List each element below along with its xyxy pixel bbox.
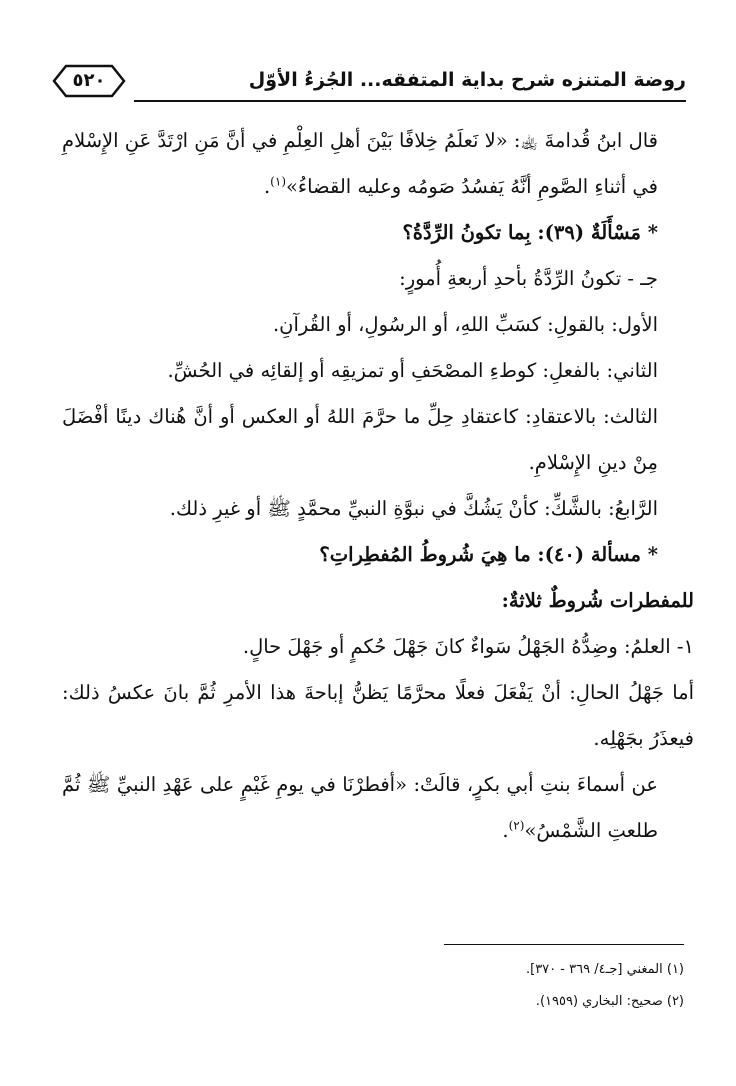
apostasy-by-speech: الأول: بالقولِ: كسَبِّ اللهِ، أو الرسُولِ، أو القُرآنِ. — [272, 313, 658, 336]
page-number: ٥٢٠ — [72, 70, 106, 91]
footnote-1: (١) المغني [جـ٤/ ٣٦٩ - ٣٧٠]. — [525, 962, 684, 977]
paragraph-asma-hadith — [62, 762, 694, 854]
footnote-marker: (١) — [270, 174, 286, 189]
paragraph-tail: . — [263, 175, 271, 198]
footnotes — [280, 954, 684, 1018]
paragraph-text: قال ابنُ قُدامةَ ﵀: «لا نَعلَمُ خِلافًا بَيْنَ أهلِ العِلْمِ في أنَّ مَنِ ارْتَدَّ عَنِ الإِسْلامِ في أثناءِ الصَّومِ أنَّهُ يَفسُدُ صَومُه وعليه القضاءُ» — [62, 129, 658, 198]
page-number-badge — [52, 64, 126, 98]
ignorance-of-state: أما جَهْلُ الحالِ: أنْ يَفْعَلَ فعلًا محرَّمًا يَظنُّ إباحةَ هذا الأمرِ ثُمَّ بانَ عكسُ ذلك: فيعذَرُ بجَهْلِه. — [62, 681, 694, 750]
running-title: روضة المتنزه شرح بداية المتفقه... الجُزءُ الأوّل — [248, 69, 686, 91]
main-text — [62, 118, 694, 854]
apostasy-by-action: الثاني: بالفعلِ: كوطءِ المصْحَفِ أو تمزيقِه أو إلقائِه في الحُشِّ. — [167, 359, 658, 382]
footnote-divider — [444, 944, 684, 945]
conditions-heading: للمفطرات شُروطٌ ثلاثةٌ: — [501, 589, 694, 612]
paragraph-text: عن أسماءَ بنتِ أبي بكرٍ، قالَتْ: «أفطرْنَا في يومِ غَيْمٍ على عَهْدِ النبيِّ ﷺ ثُمَّ طلعتِ الشَّمْسُ» — [62, 773, 658, 842]
footnote-marker: (٢) — [508, 818, 525, 833]
question-40-heading: * مسألة (٤٠): ما هِيَ شُروطُ المُفطِراتِ؟ — [319, 543, 658, 566]
paragraph-tail: . — [502, 819, 509, 842]
page-header — [52, 58, 686, 104]
condition-knowledge: ١- العلمُ: وضِدُّهُ الجَهْلُ سَواءٌ كانَ جَهْلَ حُكمٍ أو جَهْلَ حالٍ. — [242, 635, 694, 658]
answer-apostasy-intro: جـ - تكونُ الرِّدَّةُ بأحدِ أربعةِ أُمورٍ: — [399, 267, 658, 290]
apostasy-by-belief: الثالث: بالاعتقادِ: كاعتقادِ حِلِّ ما حرَّمَ اللهُ أو العكس أو أنَّ هُناك دينًا أفْضَلَ مِنْ دينِ الإِسْلامِ. — [62, 405, 658, 474]
header-divider — [134, 100, 686, 102]
apostasy-by-doubt: الرَّابعُ: بالشَّكِّ: كأنْ يَشُكَّ في نبوَّةِ النبيِّ محمَّدٍ ﷺ أو غيرِ ذلك. — [169, 497, 658, 520]
footnote-2: (٢) صحيح: البخاري (١٩٥٩). — [535, 994, 684, 1009]
question-39-heading: * مَسْأَلَةٌ (٣٩): بِما تكونُ الرِّدَّةُ؟ — [402, 221, 658, 244]
paragraph-ibn-qudama-quote — [62, 118, 694, 210]
